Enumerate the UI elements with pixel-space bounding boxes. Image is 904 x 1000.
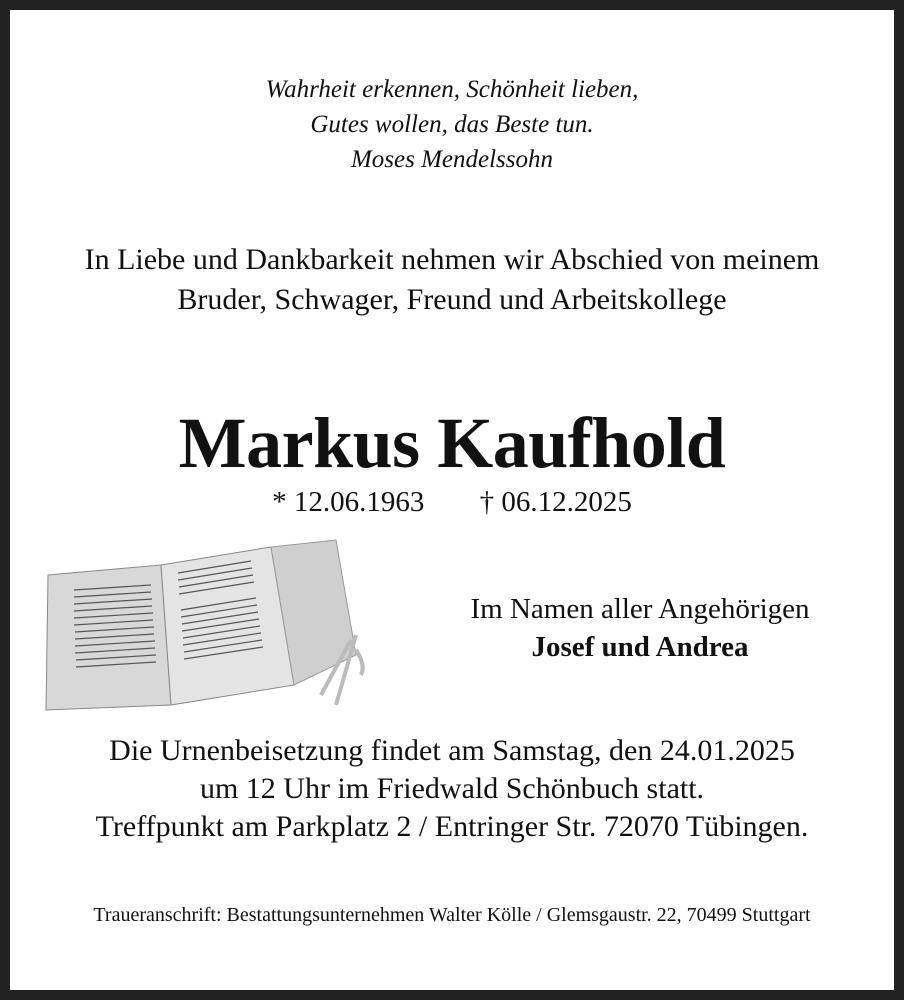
signature-block	[390, 590, 890, 666]
intro-line: In Liebe und Dankbarkeit nehmen wir Abschied von meinem	[84, 243, 820, 276]
mourning-address: Traueranschrift: Bestattungsunternehmen Walter Kölle / Glemsgaustr. 22, 70499 Stuttgart	[93, 904, 811, 926]
signature-line: Im Namen aller Angehörigen	[470, 593, 810, 625]
quote	[10, 72, 894, 177]
service-line: Die Urnenbeisetzung findet am Samstag, den 24.01.2025	[109, 734, 795, 767]
intro-text	[10, 240, 894, 320]
life-dates	[10, 486, 894, 519]
birth-date: * 12.06.1963	[272, 486, 425, 518]
service-line: um 12 Uhr im Friedwald Schönbuch statt.	[199, 772, 705, 805]
death-date: † 06.12.2025	[479, 486, 632, 518]
service-line: Treffpunkt am Parkplatz 2 / Entringer Str. 72070 Tübingen.	[95, 810, 809, 843]
quote-author: Moses Mendelssohn	[350, 146, 554, 173]
deceased-name: Markus Kaufhold	[178, 403, 726, 483]
service-details	[10, 732, 894, 846]
quote-line: Gutes wollen, das Beste tun.	[310, 111, 594, 138]
signature-names: Josef und Andrea	[531, 631, 749, 663]
quote-line: Wahrheit erkennen, Schönheit lieben,	[265, 76, 639, 103]
intro-line: Bruder, Schwager, Freund und Arbeitskollege	[177, 283, 727, 316]
open-book-image	[36, 535, 376, 725]
obituary-notice	[10, 10, 894, 990]
